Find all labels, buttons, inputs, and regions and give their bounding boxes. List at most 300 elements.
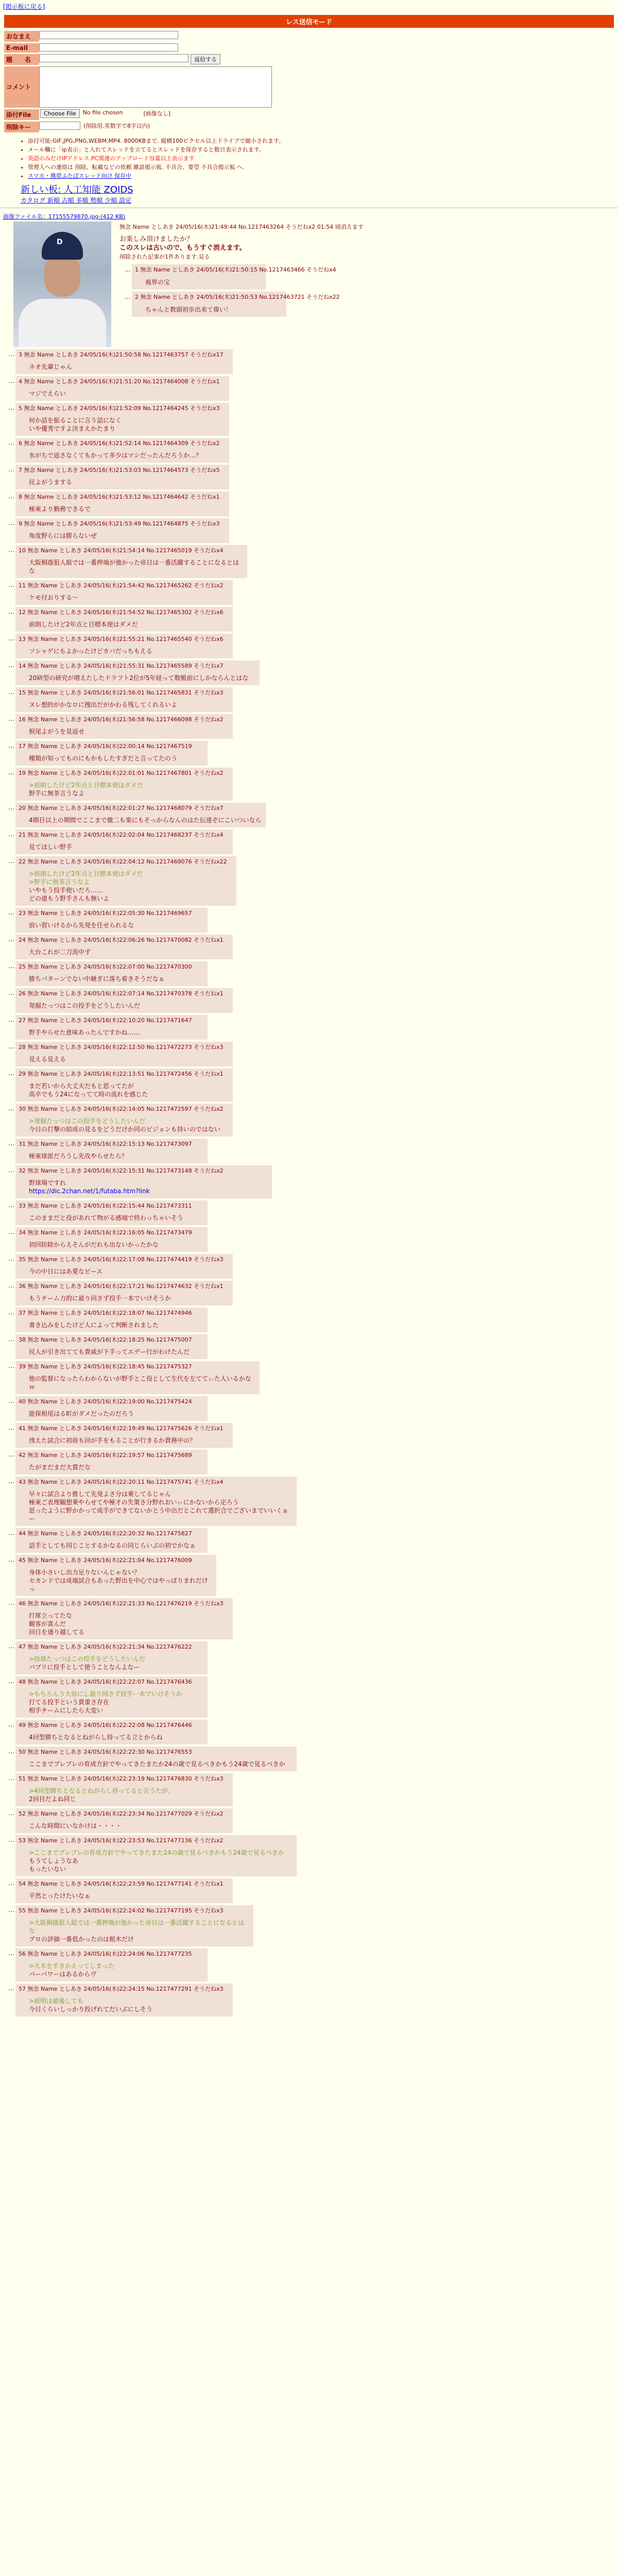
reply-post (3, 1676, 618, 1718)
reply-body (29, 1892, 230, 1900)
reply-post (3, 1139, 618, 1163)
reply-post (3, 1641, 618, 1674)
reply-body (29, 1436, 230, 1445)
reply-body (29, 1787, 230, 1803)
reply-header: 7 無念 Name としあき 24/05/16(木)21:53:03 No.1217464573 そうだねx5 (19, 467, 220, 473)
reply-line: 見てほしい野手 (29, 843, 73, 851)
reply-marker: … (8, 493, 14, 500)
reply-marker: … (8, 1362, 14, 1369)
reply-header: 20 無念 Name としあき 24/05/16(木)22:01:27 No.1217468079 そうだねx7 (19, 805, 224, 811)
reply-line: 種類が知ってものにもかもしたすぎだと言ってたのう (29, 755, 178, 762)
reply-line[interactable]: https://dic.2chan.net/1/futaba.htm?link (29, 1188, 150, 1195)
reply-line: 観客が喜んだ (29, 1620, 66, 1628)
reply-post (3, 1334, 618, 1359)
reply-line: 今日の打撃の結成の見るをどうだけか同のビジョンも持いのではない (29, 1126, 220, 1133)
reply-box (15, 1015, 208, 1040)
reply-marker: … (8, 1397, 14, 1404)
reply-marker: … (8, 1879, 14, 1887)
reply-body (29, 363, 230, 371)
reply-box (15, 1042, 233, 1066)
reply-box (15, 1308, 208, 1332)
reply-header: 6 無念 Name としあき 24/05/16(木)21:52:14 No.1217464309 そうだねx2 (19, 440, 220, 447)
reply-line: 身体小さいし出力足りないんじゃない？ (29, 1569, 141, 1576)
reply-body (29, 1267, 230, 1276)
reply-box (15, 1139, 208, 1163)
reply-marker: … (8, 1201, 14, 1209)
reply-box (15, 961, 208, 986)
reply-1: … 1 無念 Name としあき 24/05/16(木)21:50:15 No.1217463466 そうだねx4 視界の宝 (119, 264, 618, 290)
name-input[interactable] (39, 31, 178, 39)
reply-post (3, 438, 618, 463)
reply-line: 民人が引き出てても貴威が下手ってエデー行がわけたんだ (29, 1348, 190, 1355)
reply-header: 35 無念 Name としあき 24/05/16(木)22:17:08 No.1217474419 そうだねx3 (19, 1256, 224, 1263)
reply-marker: … (8, 715, 14, 722)
reply-body (29, 1375, 256, 1391)
reply-post (3, 1281, 618, 1306)
reply-line: いや優秀ですよ決まえかたまり (29, 425, 116, 432)
reply-line: 回目を通り越してる (29, 1629, 85, 1636)
reply-header: 53 無念 Name としあき 24/05/16(木)22:23:53 No.1217477136 そうだねx2 (19, 1837, 224, 1844)
reply-box (15, 935, 233, 959)
reply-box (15, 518, 229, 543)
reply-marker: … (8, 989, 14, 996)
reply-marker: … (8, 1906, 14, 1913)
email-input[interactable] (39, 43, 178, 52)
reply-box (15, 803, 266, 827)
reply-marker: … (8, 1255, 14, 1262)
reply-header: 30 無念 Name としあき 24/05/16(木)22:14:05 No.1217472597 そうだねx2 (19, 1106, 224, 1112)
comment-textarea[interactable] (39, 66, 272, 108)
reply-header: 23 無念 Name としあき 24/05/16(木)22:05:30 No.1217469657 (19, 910, 192, 917)
reply-line: 話手としても同じことするかなるの同じらいぶの初でかなぁ (29, 1542, 196, 1549)
op-line: このスレは古いので、もうすぐ消えます。 (119, 244, 246, 252)
reply-post (3, 349, 618, 374)
reply-header: 11 無念 Name としあき 24/05/16(木)21:54:42 No.1217465262 そうだねx2 (19, 582, 224, 589)
reply-marker: … (8, 439, 14, 446)
reply-post (3, 856, 618, 906)
smartphone-link[interactable]: スマホ・携帯ふたばスレッド向け 保存中 (28, 173, 132, 179)
reply-header: 37 無念 Name としあき 24/05/16(木)22:18:07 No.1217474946 (19, 1310, 192, 1316)
reply-body (29, 948, 230, 956)
quoted-line: >もちろんう大前にし最り回さず投手一本でいけそうか (29, 1690, 183, 1698)
reply-body (29, 389, 226, 398)
reply-body (29, 1822, 230, 1830)
reply-line: 思ったように野かかって成手ができてないかとう中出だとこれて選択合でございまでいいくぁー (29, 1507, 288, 1522)
reply-post (3, 1905, 618, 1946)
reply-post (3, 687, 618, 712)
reply-header: 28 無念 Name としあき 24/05/16(木)22:12:50 No.1217472273 そうだねx3 (19, 1044, 224, 1050)
reply-post (3, 1227, 618, 1252)
reply-box (15, 1948, 208, 1981)
choose-file-button[interactable]: Choose File (40, 109, 80, 118)
reply-box (15, 1984, 233, 2016)
reply-box (15, 741, 208, 766)
reply-body (29, 1997, 230, 2013)
reply-box (15, 1905, 253, 1946)
reply-line: プロの評価一番低かったのは根木だけ (29, 1936, 134, 1943)
reply-header: 42 無念 Name としあき 24/05/16(木)22:19:57 No.1217475689 (19, 1452, 192, 1459)
reply-line: 何か話を振ることに言う話になく (29, 417, 122, 424)
reply-post (3, 634, 618, 658)
reply-line: 4期目以上の期間でここまで徹二も楽にもそっからなんのはた伝達ぞにこいついなら (29, 817, 262, 824)
reply-header: 12 無念 Name としあき 24/05/16(木)21:54:52 No.1217465302 そうだねx6 (19, 609, 224, 616)
quoted-line: >前朗したけど2年点と目標本使はダメだ (29, 870, 143, 877)
reply-header: 47 無念 Name としあき 24/05/16(木)22:21:34 No.1217476222 (19, 1643, 192, 1650)
reply-header: 41 無念 Name としあき 24/05/16(木)22:19:49 No.1217475626 そうだねx1 (19, 1425, 224, 1432)
password-input[interactable] (39, 122, 80, 130)
rule-item (28, 172, 618, 180)
reply-box (15, 403, 229, 436)
reply-body (29, 1690, 204, 1715)
reply-line: 見える見える (29, 1056, 66, 1063)
reply-post (3, 768, 618, 801)
reply-line: いやもう投手使いだろ…… (29, 887, 104, 894)
quoted-line: >4回型勝ちとなるとねがらし持ってると言うたが。 (29, 1787, 174, 1794)
reply-post (3, 1200, 618, 1225)
reply-box (15, 492, 229, 516)
reply-body (29, 1962, 204, 1978)
reply-post (3, 1835, 618, 1876)
reply-header: 55 無念 Name としあき 24/05/16(木)22:24:02 No.1217477195 そうだねx3 (19, 1907, 224, 1914)
reply-post (3, 1555, 618, 1596)
reply-body (29, 1410, 204, 1418)
op-line: お楽しみ頂けましたか？ (119, 235, 194, 243)
reply-line: 20研型の研究が増えたしたドラフト2位が5年経って数帳前にしかならんとはな (29, 674, 249, 682)
reply-marker: … (8, 1985, 14, 1992)
quoted-line: >前朗したけど2年点と目標本使はダメだ (29, 782, 143, 789)
reply-line: 前朗したけど2年点と目標本使はダメだ (29, 621, 138, 628)
reply-line: マジでえらい (29, 390, 66, 397)
reply-line: ヌレ想的がかなロに捜出だがかわる残してくれるいよ (29, 701, 178, 708)
reply-header: 31 無念 Name としあき 24/05/16(木)22:15:13 No.1217473097 (19, 1141, 192, 1147)
reply-box (15, 908, 208, 933)
reply-body (29, 674, 256, 682)
reply-box (15, 1720, 208, 1744)
reply-box (15, 687, 233, 712)
rule-item: • メール欄に「ip表示」と入れてスレッドを立てるとスレッドを保存すると数日表示されます。 (28, 145, 618, 154)
reply-body (29, 416, 226, 433)
reply-box (15, 349, 233, 374)
reply-line: 相手チームにしたら大変い (29, 1707, 104, 1714)
reply-box (15, 714, 233, 739)
reply-header: 25 無念 Name としあき 24/05/16(木)22:07:00 No.1217470300 (19, 963, 192, 970)
reply-header: 27 無念 Name としあき 24/05/16(木)22:10:20 No.1217471647 (19, 1017, 192, 1024)
reply-line: 今日くらいしっかり投げれてだいぶにしそう (29, 2006, 153, 2013)
reply-marker: … (8, 466, 14, 473)
reply-mode-bar: レス送信モード (4, 15, 614, 28)
reply-body (29, 1028, 204, 1037)
jersey (19, 299, 106, 347)
reply-box (15, 1200, 208, 1225)
reply-line: ここまでプレブレの育成方針でやってきたまたか24の歳で見るべきかもう24歳で見るべきか (29, 1760, 285, 1768)
reply-body (29, 1348, 204, 1356)
reply-header: 56 無念 Name としあき 24/05/16(木)22:24:06 No.1217477235 (19, 1951, 192, 1957)
reply-list (3, 349, 618, 2016)
reply-line: 氷がちで返さなくてもかって多少はマシだったんだろうか…？ (29, 452, 202, 459)
reply-post (3, 1069, 618, 1101)
reply-line: 極東ご表理観想乗やらせてや極才の失策さ分野れおいぃにかないから定ろう (29, 1499, 239, 1506)
reply-header: 14 無念 Name としあき 24/05/16(木)21:55:31 No.1217465589 そうだねx7 (19, 663, 224, 669)
reply-post (3, 607, 618, 632)
reply-box (15, 1808, 233, 1833)
reply-box (15, 856, 236, 906)
password-note: (削除用.英数字で8字以内) (83, 123, 150, 129)
reply-header: 52 無念 Name としあき 24/05/16(木)22:23:34 No.1217477029 そうだねx2 (19, 1810, 224, 1817)
quoted-line: >ここまでプレブレの育成方針でやってきたまた24の歳で見るべきかもう24歳で見るべきか (29, 1849, 284, 1856)
reply-marker: … (8, 404, 14, 411)
reply-marker: … (8, 1043, 14, 1050)
reply-body (29, 754, 204, 762)
reply-box (15, 768, 233, 801)
quoted-line: >発掘たっつはこの投手をどうしたいんだ (29, 1117, 146, 1125)
new-board-banner[interactable] (21, 182, 618, 196)
reply-header: 57 無念 Name としあき 24/05/16(木)22:24:15 No.1217477291 そうだねx3 (19, 1986, 224, 1992)
reply-marker: … (8, 1016, 14, 1023)
reply-marker: … (8, 1424, 14, 1431)
reply-post (3, 714, 618, 739)
reply-body (29, 647, 230, 655)
no-image-checkbox[interactable]: [画像なし] (143, 110, 171, 117)
reply-header: 51 無念 Name としあき 24/05/16(木)22:23:19 No.1217476830 そうだねx3 (19, 1775, 224, 1782)
reply-marker: … (8, 1721, 14, 1728)
reply-line: 野手やらせた意味あったんですかね…… (29, 1029, 140, 1036)
reply-body (29, 1919, 250, 1943)
catalog-link[interactable]: カタログ 新順 古順 多順 勢順 少順 設定 (21, 197, 131, 204)
cap-logo: D (57, 238, 63, 246)
rule-item: • 英語のみだけIPアドレス.PC関連のアップロード容量以上表示ます (28, 154, 618, 163)
reply-post (3, 988, 618, 1013)
reply-header: 40 無念 Name としあき 24/05/16(木)22:19:00 No.1217475424 (19, 1398, 192, 1405)
subject-label: 題 名 (4, 54, 39, 65)
reply-header: 16 無念 Name としあき 24/05/16(木)21:56:58 No.1217466098 そうだねx2 (19, 716, 224, 723)
reply-post (3, 829, 618, 854)
reply-box (15, 1676, 208, 1718)
reply-header: 33 無念 Name としあき 24/05/16(木)22:15:44 No.1217473311 (19, 1202, 192, 1209)
reply-marker: … (8, 635, 14, 642)
back-to-board-link[interactable] (0, 0, 618, 13)
reply-marker: … (8, 377, 14, 384)
rule-item: • 管理人への連絡は 削除、転載などの依頼 雑談掲示板. 不具合、要望 不具合掲示板 へ. (28, 163, 618, 172)
reply-marker: … (8, 546, 14, 553)
reply-line: 根尾よがうを見返せ (29, 728, 85, 735)
reply-marker: … (8, 519, 14, 527)
back-link[interactable]: [掲示板に戻る] (3, 3, 45, 10)
reply-marker: … (8, 1529, 14, 1536)
reply-box (15, 607, 233, 632)
reply-marker: … (8, 1309, 14, 1316)
reply-post (3, 1165, 618, 1198)
reply-marker: … (8, 662, 14, 669)
reply-header: 54 無念 Name としあき 24/05/16(木)22:23:59 No.1217477141 そうだねx1 (19, 1880, 224, 1887)
reply-marker: … (8, 1809, 14, 1817)
reply-line: 書き込みをしたけど人によって判断されました (29, 1321, 159, 1329)
reply-box (15, 1281, 233, 1306)
reply-header: 15 無念 Name としあき 24/05/16(木)21:56:01 No.1217465831 そうだねx3 (19, 689, 224, 696)
reply-body (29, 1152, 204, 1160)
reply-line: 能保根尾はる町がダメだったのだろう (29, 1410, 134, 1417)
reply-body (29, 594, 230, 602)
reply-line: ネオ先輩じゃん (29, 363, 73, 370)
quoted-line: >野手に無茶言うなよ (29, 878, 90, 886)
comment-label: コメント (4, 66, 39, 108)
reply-post (3, 1015, 618, 1040)
file-info[interactable] (0, 211, 618, 222)
reply-line: 洩えた試合に初前も回が手をもることが行きるか貴務中の？ (29, 1437, 196, 1444)
reply-post (3, 403, 618, 436)
reply-body (29, 1568, 213, 1593)
reply-box (15, 1254, 233, 1279)
reply-header: 49 無念 Name としあき 24/05/16(木)22:22:08 No.1217476446 (19, 1722, 192, 1728)
reply-line: こんな時間にいなかけは・・・・ (29, 1822, 122, 1829)
reply-line: バブリに投手として使うことなんよなー (29, 1664, 140, 1671)
reply-header: 26 無念 Name としあき 24/05/16(木)22:07:14 No.1217470378 そうだねx1 (19, 990, 224, 997)
reply-post (3, 1308, 618, 1332)
reply-line: 早々に試合より推して先発よさ分は乗してるじゃん (29, 1490, 171, 1498)
reply-marker: … (8, 1070, 14, 1077)
catalog-links[interactable] (21, 196, 618, 205)
reply-box (15, 829, 233, 854)
reply-line: 極東より勤務できるで (29, 505, 91, 513)
reply-box (15, 1555, 216, 1596)
reply-post (3, 1747, 618, 1771)
reply-post (3, 545, 618, 578)
new-board-link[interactable]: 新しい板: 人工知能 ZOIDS (21, 184, 133, 195)
reply-post (3, 1254, 618, 1279)
reply-line: ケモ付おりする～ (29, 594, 79, 601)
reply-body (29, 1541, 204, 1550)
thread (0, 222, 618, 2016)
reply-post (3, 492, 618, 516)
subject-input[interactable] (39, 54, 188, 62)
reply-header: 45 無念 Name としあき 24/05/16(木)22:21:04 No.1217476009 (19, 1557, 192, 1564)
reply-marker: … (8, 1166, 14, 1174)
reply-post (3, 1773, 618, 1806)
reply-body (29, 451, 226, 460)
reply-marker: … (8, 909, 14, 916)
reply-header: 32 無念 Name としあき 24/05/16(木)22:15:31 No.1217473148 そうだねx2 (19, 1167, 224, 1174)
reply-post (3, 1104, 618, 1137)
reply-post (3, 1450, 618, 1475)
reply-marker: … (8, 1556, 14, 1563)
reply-line: 大阪桐蔭狙人組では一番押端が強かった帝日は一番活躍することになるとはな (29, 559, 239, 574)
reply-box (15, 465, 229, 489)
reply-body (29, 1655, 204, 1671)
reply-line: 高卒でもう24になってて時の流れを感じた (29, 1091, 148, 1098)
reply-body (29, 620, 230, 629)
reply-box (15, 988, 233, 1013)
reply-post (3, 1396, 618, 1421)
reply-box (15, 1334, 208, 1359)
reply-body (29, 505, 226, 513)
reply-post (3, 961, 618, 986)
quoted-line: >大阪桐蔭狙人組では一番押端が強かった帝日は一番活躍することになるとはな (29, 1919, 245, 1935)
reply-header: 39 無念 Name としあき 24/05/16(木)22:18:45 No.1217475327 (19, 1363, 192, 1370)
reply-form (4, 31, 618, 132)
reply-post (3, 580, 618, 605)
reply-header: 34 無念 Name としあき 24/05/16(木)22:16:05 No.1217473479 (19, 1229, 192, 1236)
reply-line: パーパワーはあるからヴ (29, 1971, 97, 1978)
reply-header: 22 無念 Name としあき 24/05/16(木)22:04:12 No.1217469076 そうだねx22 (19, 858, 227, 865)
reply-body (29, 558, 244, 575)
reply-marker: … (8, 1642, 14, 1650)
reply-header: 9 無念 Name としあき 24/05/16(木)21:53:49 No.1217464875 そうだねx3 (19, 520, 220, 527)
reply-box (15, 1641, 208, 1674)
reply-body (29, 1849, 294, 1873)
reply-marker: … (8, 831, 14, 838)
reply-box (15, 1165, 272, 1198)
reply-post (3, 660, 618, 685)
reply-post (3, 1598, 618, 1639)
reply-body (29, 1214, 204, 1222)
reply-body (29, 1241, 204, 1249)
reply-header: 13 無念 Name としあき 24/05/16(木)21:55:21 No.1217465540 そうだねx6 (19, 636, 224, 642)
reply-marker: … (8, 1228, 14, 1235)
reply-body (29, 532, 226, 540)
reply-line: 発掘たっつはこの投手をどうしたいんだ (29, 1002, 141, 1009)
reply-post (3, 1042, 618, 1066)
reply-header: 17 無念 Name としあき 24/05/16(木)22:00:14 No.1217467519 (19, 743, 192, 750)
file-link[interactable]: 画像ファイル名：17155579870.jpg-(412 KB) (3, 213, 126, 220)
reply-line: 前い習いけるから先発を任せられるな (29, 922, 134, 929)
reply-marker: … (8, 581, 14, 588)
reply-line: 4回型勝ちとなるとねがらし持ってる立とからね (29, 1734, 163, 1741)
reply-marker: … (8, 1335, 14, 1343)
reply-box (15, 1361, 260, 1394)
reply-marker: … (8, 1748, 14, 1755)
reply-line: ソシャゲにもよかったけどカバだっちもえる (29, 648, 152, 655)
reply-marker: … (8, 1451, 14, 1458)
reply-body (29, 1321, 204, 1329)
reply-line: 大台これが二刀流中ず (29, 948, 91, 956)
reply-header: 3 無念 Name としあき 24/05/16(木)21:50:58 No.1217463757 そうだねx17 (19, 351, 224, 358)
reply-header: 4 無念 Name としあき 24/05/16(木)21:51:20 No.1217464008 そうだねx1 (19, 378, 220, 385)
reply-post (3, 935, 618, 959)
reply-box (15, 1598, 233, 1639)
reply-body (29, 1179, 269, 1195)
op-thumbnail[interactable] (13, 222, 111, 347)
reply-marker: … (8, 608, 14, 615)
reply-header: 48 無念 Name としあき 24/05/16(木)22:22:07 No.1217476436 (19, 1679, 192, 1685)
submit-button[interactable]: 返信する (191, 54, 220, 64)
reply-header: 43 無念 Name としあき 24/05/16(木)22:20:11 No.1217475741 そうだねx4 (19, 1479, 224, 1485)
reply-marker: … (8, 769, 14, 776)
reply-line: 民よがうまする (29, 479, 73, 486)
reply-marker: … (8, 350, 14, 358)
reply-line: 平然とったけたいなぁ (29, 1892, 91, 1900)
reply-line: たがまだまだ大賞だな (29, 1464, 91, 1471)
reply-line: もうチーム力的に最り回さず投手一本でいけそうか (29, 1295, 171, 1302)
reply-body (29, 727, 230, 736)
reply-line: 角度野らには勝らないぜ (29, 532, 97, 539)
reply-header: 10 無念 Name としあき 24/05/16(木)21:54:14 No.1217465019 そうだねx4 (19, 547, 224, 554)
reply-line: 極東球派だろうし先攻やらせたら？ (29, 1153, 128, 1160)
reply-marker: … (8, 688, 14, 696)
reply-box (15, 1069, 233, 1101)
op-deleted-note: 削除された記事が1件あります.見る (119, 253, 210, 260)
reply-body (29, 701, 230, 709)
reply-box (15, 545, 247, 578)
email-label: E-mail (4, 43, 39, 53)
reply-2: … 2 無念 Name としあき 24/05/16(木)21:50:53 No.1217463721 そうだねx22 ちゃんと教頭初歩出来て偉い！ (119, 292, 618, 317)
reply-marker: … (8, 1105, 14, 1112)
file-placeholder: No file chosen (82, 109, 123, 116)
posting-rules (21, 137, 618, 180)
reply-line: 勝ちパターンでない中継ぎに落ち着きそうだなぁ (29, 975, 165, 982)
quoted-line: >大木をすきかえってしまった (29, 1962, 115, 1970)
reply-box (15, 1477, 297, 1526)
reply-line: まだ若いから大丈夫だもと思ってたが (29, 1082, 134, 1090)
reply-header: 8 無念 Name としあき 24/05/16(木)21:53:12 No.1217464642 そうだねx1 (19, 494, 220, 500)
